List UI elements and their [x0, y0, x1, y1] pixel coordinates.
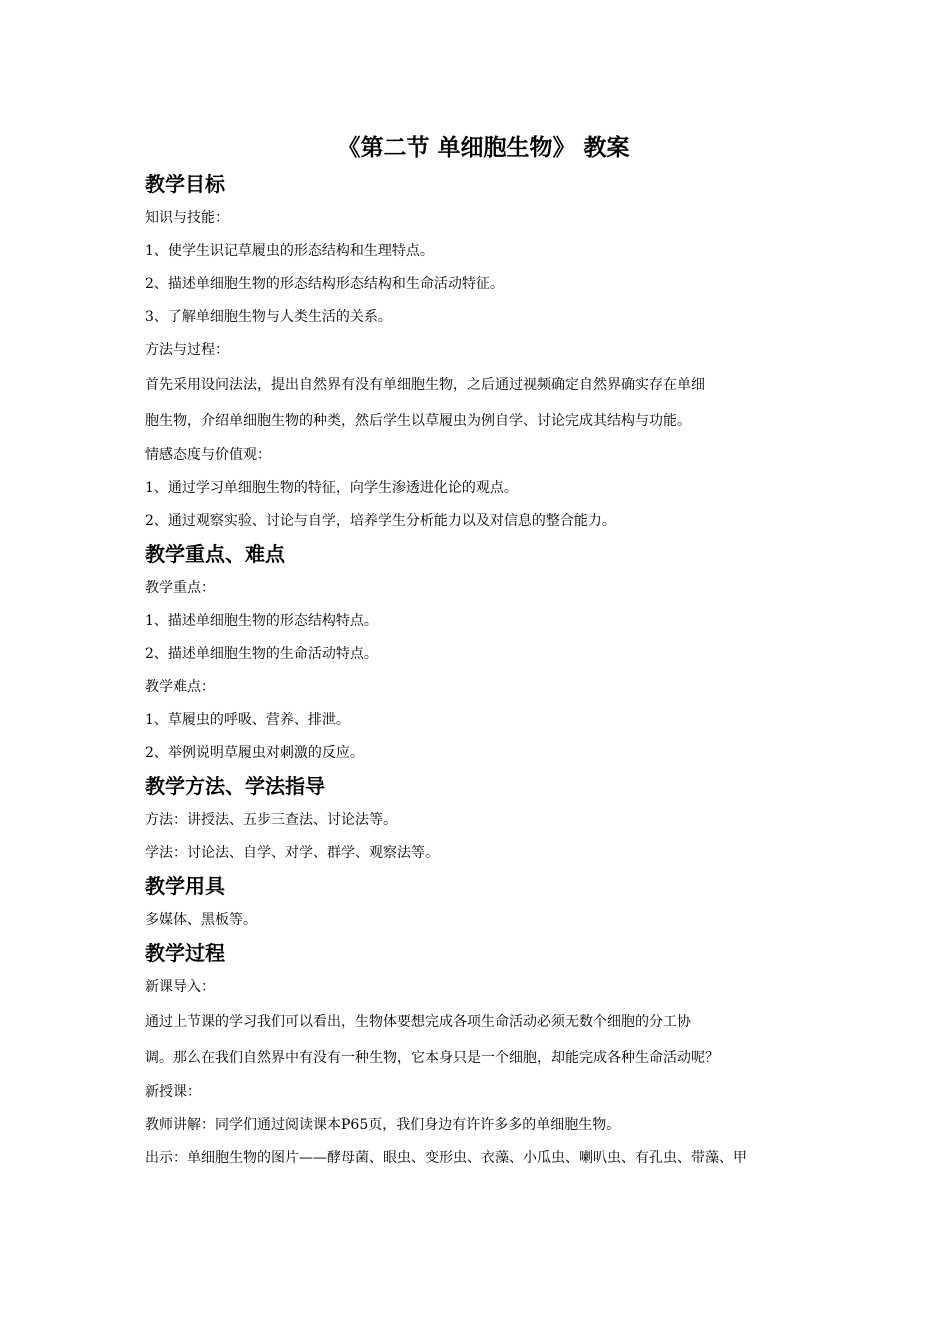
difficulty-item: 1、草履虫的呼吸、营养、排泄。: [145, 712, 350, 728]
process-heading: 教学过程: [145, 941, 225, 965]
methods-heading: 教学方法、学法指导: [145, 774, 325, 798]
intro-label: 新课导入：: [145, 979, 215, 995]
document-title: 《第二节 单细胞生物》 教案: [337, 135, 630, 161]
learning-method: 学法：讨论法、自学、对学、群学、观察法等。: [145, 845, 439, 861]
focus-label: 教学重点：: [145, 580, 215, 596]
teaching-method: 方法：讲授法、五步三查法、讨论法等。: [145, 812, 397, 828]
knowledge-item: 1、使学生识记草履虫的形态结构和生理特点。: [145, 243, 434, 259]
teacher-explain: 教师讲解：同学们通过阅读课本P65页，我们身边有许许多多的单细胞生物。: [145, 1117, 621, 1133]
attitude-label: 情感态度与价值观：: [145, 447, 271, 463]
difficulty-item: 2、举例说明草履虫对刺激的反应。: [145, 745, 364, 761]
attitude-item: 1、通过学习单细胞生物的特征，向学生渗透进化论的观点。: [145, 480, 518, 496]
method-line: 首先采用设问法法，提出自然界有没有单细胞生物，之后通过视频确定自然界确实存在单细: [145, 377, 705, 393]
difficulty-label: 教学难点：: [145, 679, 215, 695]
new-lesson-label: 新授课：: [145, 1084, 201, 1100]
tools-text: 多媒体、黑板等。: [145, 912, 257, 928]
method-label: 方法与过程：: [145, 342, 229, 358]
objectives-heading: 教学目标: [145, 172, 225, 196]
knowledge-label: 知识与技能：: [145, 210, 229, 226]
intro-line: 调。那么在我们自然界中有没有一种生物，它本身只是一个细胞，却能完成各种生命活动呢？: [145, 1050, 719, 1066]
tools-heading: 教学用具: [145, 874, 225, 898]
intro-line: 通过上节课的学习我们可以看出，生物体要想完成各项生命活动必须无数个细胞的分工协: [145, 1014, 691, 1030]
show-images: 出示：单细胞生物的图片——酵母菌、眼虫、变形虫、衣藻、小瓜虫、喇叭虫、有孔虫、带藻、甲: [145, 1150, 747, 1166]
focus-item: 1、描述单细胞生物的形态结构特点。: [145, 613, 378, 629]
knowledge-item: 3、了解单细胞生物与人类生活的关系。: [145, 309, 392, 325]
document-page: [145, 130, 810, 1175]
focus-item: 2、描述单细胞生物的生命活动特点。: [145, 646, 378, 662]
attitude-item: 2、通过观察实验、讨论与自学，培养学生分析能力以及对信息的整合能力。: [145, 513, 616, 529]
key-points-heading: 教学重点、难点: [145, 542, 285, 566]
knowledge-item: 2、描述单细胞生物的形态结构形态结构和生命活动特征。: [145, 276, 504, 292]
method-line: 胞生物，介绍单细胞生物的种类，然后学生以草履虫为例自学、讨论完成其结构与功能。: [145, 413, 691, 429]
